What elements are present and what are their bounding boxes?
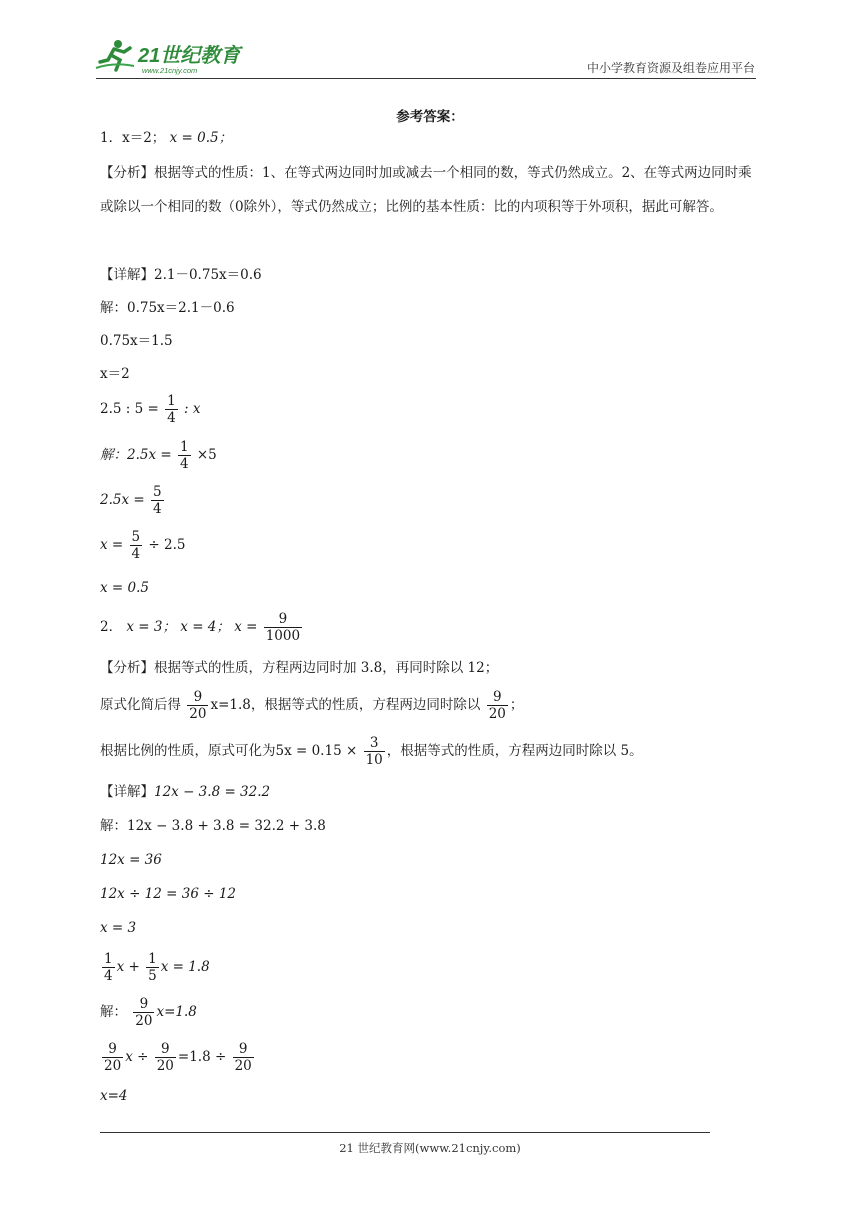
footer-divider xyxy=(100,1132,710,1133)
footer-link[interactable]: 21 世纪教育网(www.21cnjy.com) xyxy=(339,1141,521,1155)
q1-answer: 1．x＝2； x = 0.5； xyxy=(100,130,233,146)
q1-proportion-3: 2.5x = $\frac{5}{4}$ xyxy=(100,484,162,518)
page-title: 参考答案： xyxy=(396,109,464,125)
header-divider xyxy=(96,78,756,79)
q1-detail-2: 解：0.75x＝2.1－0.6 xyxy=(100,300,235,316)
q2-detail-5: x = 3 xyxy=(100,920,137,936)
q1-proportion-1: 2.5 : 5 = $\frac{1}{4}$ : x xyxy=(100,393,201,427)
svg-text:21世纪教育: 21世纪教育 xyxy=(138,45,241,67)
q1-proportion-2: 解：2.5x = $\frac{1}{4}$ ×5 xyxy=(100,439,217,473)
q2-analysis-1: 【分析】根据等式的性质，方程两边同时加 3.8，再同时除以 12； xyxy=(100,660,499,676)
q1-proportion-4: x = $\frac{5}{4}$ ÷ 2.5 xyxy=(100,529,186,563)
runner-icon xyxy=(96,40,134,70)
q2-detail-3: 12x = 36 xyxy=(100,852,162,868)
q1-detail-4: x＝2 xyxy=(100,366,130,382)
q2-equation-2: 解： $\frac{9}{20}$ x=1.8 xyxy=(100,996,197,1030)
q1-detail-1: 【详解】2.1－0.75x＝0.6 xyxy=(100,267,262,283)
q2-detail-2: 解：12x − 3.8 + 3.8 = 32.2 + 3.8 xyxy=(100,818,326,834)
q1-analysis: 【分析】根据等式的性质：1、在等式两边同时加或减去一个相同的数，等式仍然成立。2、在等式两边同时乘或除以一个相同的数（0除外），等式仍然成立；比例的基本性质：比的内项积等于外项积，据此可解答。 xyxy=(100,165,752,215)
q2-equation-1: $\frac{1}{4}$ x + $\frac{1}{5}$ x = 1.8 xyxy=(104,951,210,985)
q2-equation-4: x=4 xyxy=(100,1088,128,1104)
q1-proportion-5: x = 0.5 xyxy=(100,580,149,596)
q2-detail-1: 【详解】12x − 3.8 = 32.2 xyxy=(100,784,271,800)
q2-analysis-2: 原式化简后得 $\frac{9}{20}$ x=1.8，根据等式的性质，方程两边同时除以 $\frac{9}{20}$ ； xyxy=(100,689,524,723)
site-logo xyxy=(94,38,254,78)
q2-detail-4: 12x ÷ 12 = 36 ÷ 12 xyxy=(100,886,237,902)
q2-analysis-3: 根据比例的性质，原式可化为5x = 0.15 × $\frac{3}{10}$ ，根据等式的性质，方程两边同时除以 5。 xyxy=(100,735,643,769)
q2-equation-3: $\frac{9}{20}$ x ÷ $\frac{9}{20}$ =1.8 ÷ $\frac{9}{20}$ xyxy=(104,1041,252,1075)
svg-text:www.21cnjy.com: www.21cnjy.com xyxy=(142,66,198,75)
platform-name: 中小学教育资源及组卷应用平台 xyxy=(586,61,755,75)
q2-answer: 2． x = 3； x = 4； x = $\frac{9}{1000}$ xyxy=(100,611,301,645)
q1-detail-3: 0.75x＝1.5 xyxy=(100,333,173,349)
